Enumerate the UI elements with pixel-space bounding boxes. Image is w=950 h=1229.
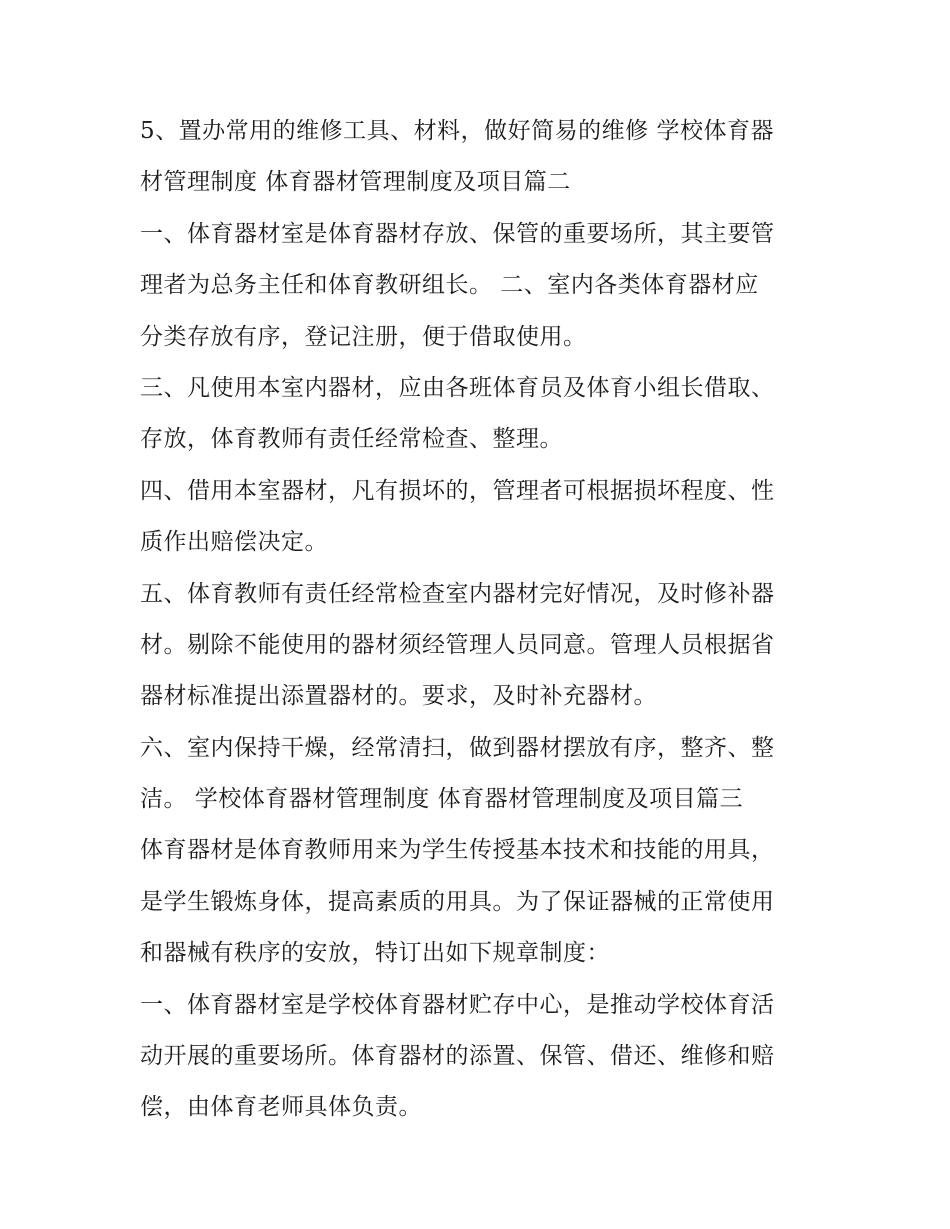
document-body: [140, 108, 820, 1136]
text-line: 存放，体育教师有责任经常检查、整理。: [140, 426, 563, 453]
text-line: 5、置办常用的维修工具、材料，做好简易的维修 学校体育器: [140, 118, 774, 144]
text-line: 材管理制度 体育器材管理制度及项目篇二: [140, 169, 571, 196]
text-line: 一、体育器材室是学校体育器材贮存中心，是推动学校体育活: [140, 991, 775, 1018]
text-line: 理者为总务主任和体育教研组长。 二、室内各类体育器材应: [140, 272, 759, 299]
text-line: 洁。 学校体育器材管理制度 体育器材管理制度及项目篇三: [140, 786, 744, 813]
text-line: 质作出赔偿决定。: [140, 529, 328, 556]
text-line: 动开展的重要场所。体育器材的添置、保管、借还、维修和赔: [140, 1043, 775, 1070]
text-line: 体育器材是体育教师用来为学生传授基本技术和技能的用具，: [140, 837, 775, 864]
text-line: 四、借用本室器材，凡有损坏的，管理者可根据损坏程度、性: [140, 477, 775, 504]
text-line: 器材标准提出添置器材的。要求，及时补充器材。: [140, 683, 657, 710]
text-line: 和器械有秩序的安放，特订出如下规章制度：: [140, 940, 610, 967]
text-line: 分类存放有序，登记注册，便于借取使用。: [140, 323, 587, 350]
text-line: 六、室内保持干燥，经常清扫，做到器材摆放有序，整齐、整: [140, 734, 775, 761]
text-line: 三、凡使用本室内器材，应由各班体育员及体育小组长借取、: [140, 374, 775, 401]
text-line: 是学生锻炼身体，提高素质的用具。为了保证器械的正常使用: [140, 888, 775, 915]
text-line: 五、体育教师有责任经常检查室内器材完好情况，及时修补器: [140, 580, 775, 607]
text-line: 材。剔除不能使用的器材须经管理人员同意。管理人员根据省: [140, 631, 775, 658]
text-line: 一、体育器材室是体育器材存放、保管的重要场所，其主要管: [140, 220, 775, 247]
text-line: 偿，由体育老师具体负责。: [140, 1094, 422, 1121]
